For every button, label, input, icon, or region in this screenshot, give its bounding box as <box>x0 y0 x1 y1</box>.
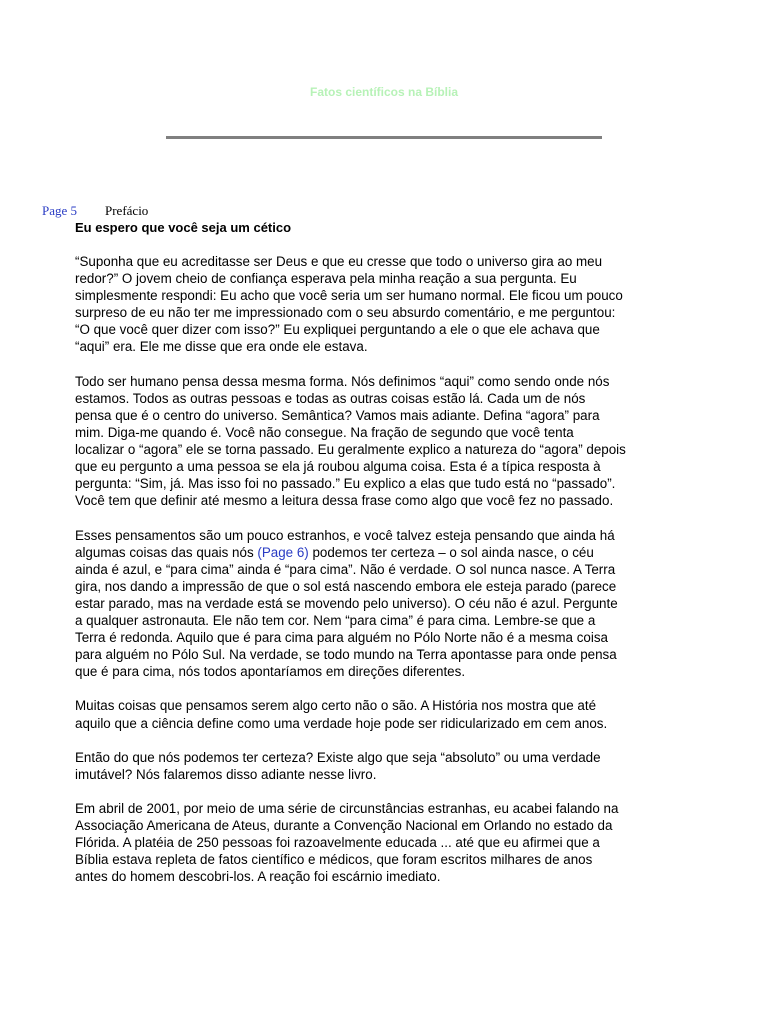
text-line: estar parado, mas na verdade está se movendo pelo universo). O céu não é azul. Pergunte <box>75 595 618 611</box>
text-line: Terra é redonda. Aquilo que é para cima para alguém no Pólo Norte não é a mesma coisa <box>75 630 608 646</box>
text-line: Em abril de 2001, por meio de uma série de circunstâncias estranhas, eu acabei falando na <box>75 801 619 816</box>
text-line: localizar o “agora” ele se torna passado. Eu geralmente explico a natureza do “agora” depois <box>75 442 626 458</box>
paragraph-6 <box>75 800 705 885</box>
page-6-link[interactable]: (Page 6) <box>257 544 309 560</box>
text-line: gira, nos dando a impressão de que o sol está nascendo embora ele esteja parado (parece <box>75 578 617 594</box>
text-line: pergunta: “Sim, já. Mas isso foi no passado.” Eu explico a elas que tudo está no “passado”. <box>75 476 616 492</box>
text-line: antes do homem descobri-los. A reação foi escárnio imediato. <box>75 869 441 885</box>
paragraph-1 <box>75 253 705 356</box>
text-line: simplesmente respondi: Eu acho que você seria um ser humano normal. Ele ficou um pouco <box>75 288 623 304</box>
text-line: Associação Americana de Ateus, durante a Convenção Nacional em Orlando no estado da <box>75 818 613 834</box>
text-line: redor?” O jovem cheio de confiança esperava pela minha reação a sua pergunta. Eu <box>75 271 577 287</box>
text-line: “aqui” era. Ele me disse que era onde ele estava. <box>75 339 368 355</box>
text-line: mim. Diga-me quando é. Você não consegue. Na fração de segundo que você tenta <box>75 424 574 440</box>
text-line: aquilo que a ciência define como uma verdade hoje pode ser ridicularizado em cem anos. <box>75 715 608 731</box>
text-line: que é para cima, nós todos apontaríamos em direções diferentes. <box>75 664 466 680</box>
paragraph-2 <box>75 373 705 510</box>
page-marker[interactable]: Page 5 <box>42 203 78 218</box>
text-line: Flórida. A platéia de 250 pessoas foi razoavelmente educada ... até que eu afirmei que a <box>75 835 600 851</box>
text-line: imutável? Nós falaremos disso adiante nesse livro. <box>75 766 377 782</box>
paragraph-4 <box>75 697 705 731</box>
section-label: Prefácio <box>105 203 149 218</box>
body-text <box>75 253 705 903</box>
text-segment: podemos ter certeza – o sol ainda nasce, o céu <box>308 544 594 560</box>
chapter-heading: Eu espero que você seja um cético <box>75 220 292 235</box>
text-line: Esses pensamentos são um pouco estranhos, e você talvez esteja pensando que ainda há <box>75 527 615 543</box>
text-line: Você tem que definir até mesmo a leitura dessa frase como algo que você fez no passado. <box>75 493 614 509</box>
text-line: pensa que é o centro do universo. Semântica? Vamos mais adiante. Defina “agora” para <box>75 407 600 423</box>
text-line: Muitas coisas que pensamos serem algo certo não o são. A História nos mostra que até <box>75 698 597 714</box>
text-line: Bíblia estava repleta de fatos científico e médicos, que foram escritos milhares de anos <box>75 852 593 868</box>
text-line: surpreso de eu não ter me impressionado com o seu absurdo comentário, e me perguntou: <box>75 305 616 321</box>
text-line: Todo ser humano pensa dessa mesma forma. Nós definimos “aqui” como sendo onde nós <box>75 373 610 389</box>
text-line: para alguém no Pólo Sul. Na verdade, se todo mundo na Terra apontasse para onde pensa <box>75 647 617 663</box>
text-line: “O que você quer dizer com isso?” Eu expliquei perguntando a ele o que ele achava que <box>75 322 600 338</box>
text-line: Então do que nós podemos ter certeza? Existe algo que seja “absoluto” ou uma verdade <box>75 749 601 765</box>
text-line: estamos. Todos as outras pessoas e todas as outras coisas estão lá. Cada um de nós <box>75 390 586 406</box>
text-line: ainda é azul, e “para cima” ainda é “para cima”. Não é verdade. O sol nunca nasce. A Terra <box>75 561 616 577</box>
title-divider <box>166 136 602 139</box>
text-line: “Suponha que eu acreditasse ser Deus e que eu cresse que todo o universo gira ao meu <box>75 254 603 269</box>
text-line: a qualquer astronauta. Ele não tem cor. Nem “para cima” é para cima. Lembre-se que a <box>75 612 596 628</box>
text-line: que eu pergunto a uma pessoa se ela já roubou alguma coisa. Esta é a típica resposta à <box>75 459 601 475</box>
text-segment: algumas coisas das quais nós <box>75 544 258 560</box>
document-title: Fatos científicos na Bíblia <box>309 85 459 99</box>
paragraph-3 <box>75 527 705 681</box>
paragraph-5 <box>75 749 705 783</box>
